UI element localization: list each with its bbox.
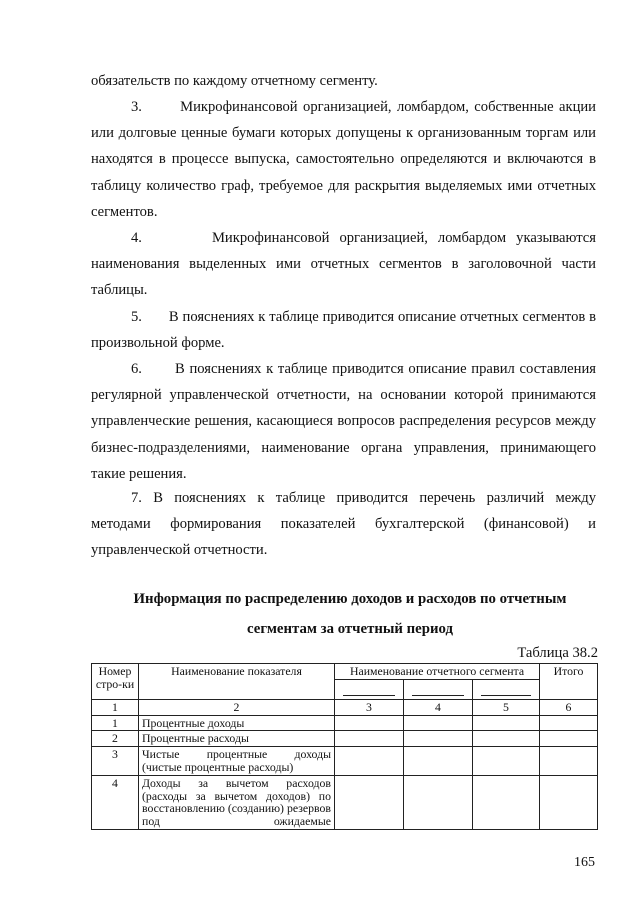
column-number-row	[92, 699, 598, 715]
data-cell	[473, 731, 540, 747]
column-number: 1	[92, 699, 139, 715]
row-indicator-name: Процентные расходы	[139, 731, 335, 747]
row-indicator-name	[139, 747, 335, 776]
header-total: Итого	[540, 664, 598, 700]
data-cell	[473, 775, 540, 829]
data-cell	[404, 747, 473, 776]
segment-name-blank-line	[481, 695, 531, 696]
data-cell	[335, 775, 404, 829]
data-cell	[473, 747, 540, 776]
data-cell	[473, 715, 540, 731]
data-cell	[335, 715, 404, 731]
table-header-row	[92, 664, 598, 680]
data-cell	[540, 715, 598, 731]
data-cell	[540, 747, 598, 776]
row-indicator-name: Процентные доходы	[139, 715, 335, 731]
row-indicator-name	[139, 775, 335, 829]
row-number: 1	[92, 715, 139, 731]
paragraph-item-5: 5. В пояснениях к таблице приводится описание отчетных сегментов в произвольной форме.	[91, 309, 596, 352]
paragraph-item-6: 6. В пояснениях к таблице приводится описание правил составления регулярной управленческой отчетности, на основании которой принимаются управленческие решения, касающиеся вопросов распределения ресурсов между бизнес-подразделениями, наименование органа управления, принимающего такие решения.	[91, 361, 596, 482]
header-indicator: Наименование показателя	[139, 664, 335, 700]
segment-name-blank-line	[412, 695, 464, 696]
data-cell	[404, 715, 473, 731]
row-indicator-text: Чистые процентные доходы	[142, 747, 331, 762]
data-cell	[404, 775, 473, 829]
row-number: 4	[92, 775, 139, 829]
segment-table	[91, 663, 598, 830]
paragraph-item-7: 7. В пояснениях к таблице приводится перечень различий между методами формирования показателей бухгалтерской (финансовой) и управленческой отчетности.	[91, 490, 596, 559]
column-number: 5	[473, 699, 540, 715]
segment-name-cell-1	[335, 679, 404, 699]
column-number: 6	[540, 699, 598, 715]
row-number: 2	[92, 731, 139, 747]
row-indicator-text: Доходы за вычетом расходов (расходы за вычетом доходов) по восстановлению (созданию) резервов под ожидаемые	[142, 775, 331, 829]
paragraph-item-4: 4. Микрофинансовой организацией, ломбардом указываются наименования выделенных ими отчетных сегментов в заголовочной части таблицы.	[91, 230, 596, 299]
segment-name-cell-3	[473, 679, 540, 699]
table-row	[92, 731, 598, 747]
header-segment-group: Наименование отчетного сегмента	[335, 664, 540, 680]
table-title-line-1: Информация по распределению доходов и расходов по отчетным	[133, 591, 567, 607]
column-number: 4	[404, 699, 473, 715]
table-row	[92, 775, 598, 829]
row-number: 3	[92, 747, 139, 776]
paragraph-item-3: 3. Микрофинансовой организацией, ломбардом, собственные акции или долговые ценные бумаги которых допущены к организованным торгам или находятся в процессе выпуска, самостоятельно определяются и включаются в таблицу количество граф, требуемое для раскрытия выделяемых ими отчетных сегментов.	[91, 99, 596, 220]
data-cell	[335, 731, 404, 747]
table-title-line-2: сегментам за отчетный период	[247, 621, 453, 637]
data-cell	[540, 731, 598, 747]
header-row-number: Номер стро-ки	[92, 664, 139, 700]
page-number: 165	[574, 855, 595, 870]
table-row	[92, 715, 598, 731]
data-cell	[404, 731, 473, 747]
paragraph-continuation: обязательств по каждому отчетному сегменту.	[91, 73, 378, 89]
data-cell	[335, 747, 404, 776]
data-cell	[540, 775, 598, 829]
table-caption: Таблица 38.2	[517, 645, 598, 661]
row-indicator-text-last: (чистые процентные расходы)	[142, 759, 294, 774]
column-number: 3	[335, 699, 404, 715]
table-row	[92, 747, 598, 776]
segment-name-cell-2	[404, 679, 473, 699]
segment-name-blank-line	[343, 695, 395, 696]
column-number: 2	[139, 699, 335, 715]
